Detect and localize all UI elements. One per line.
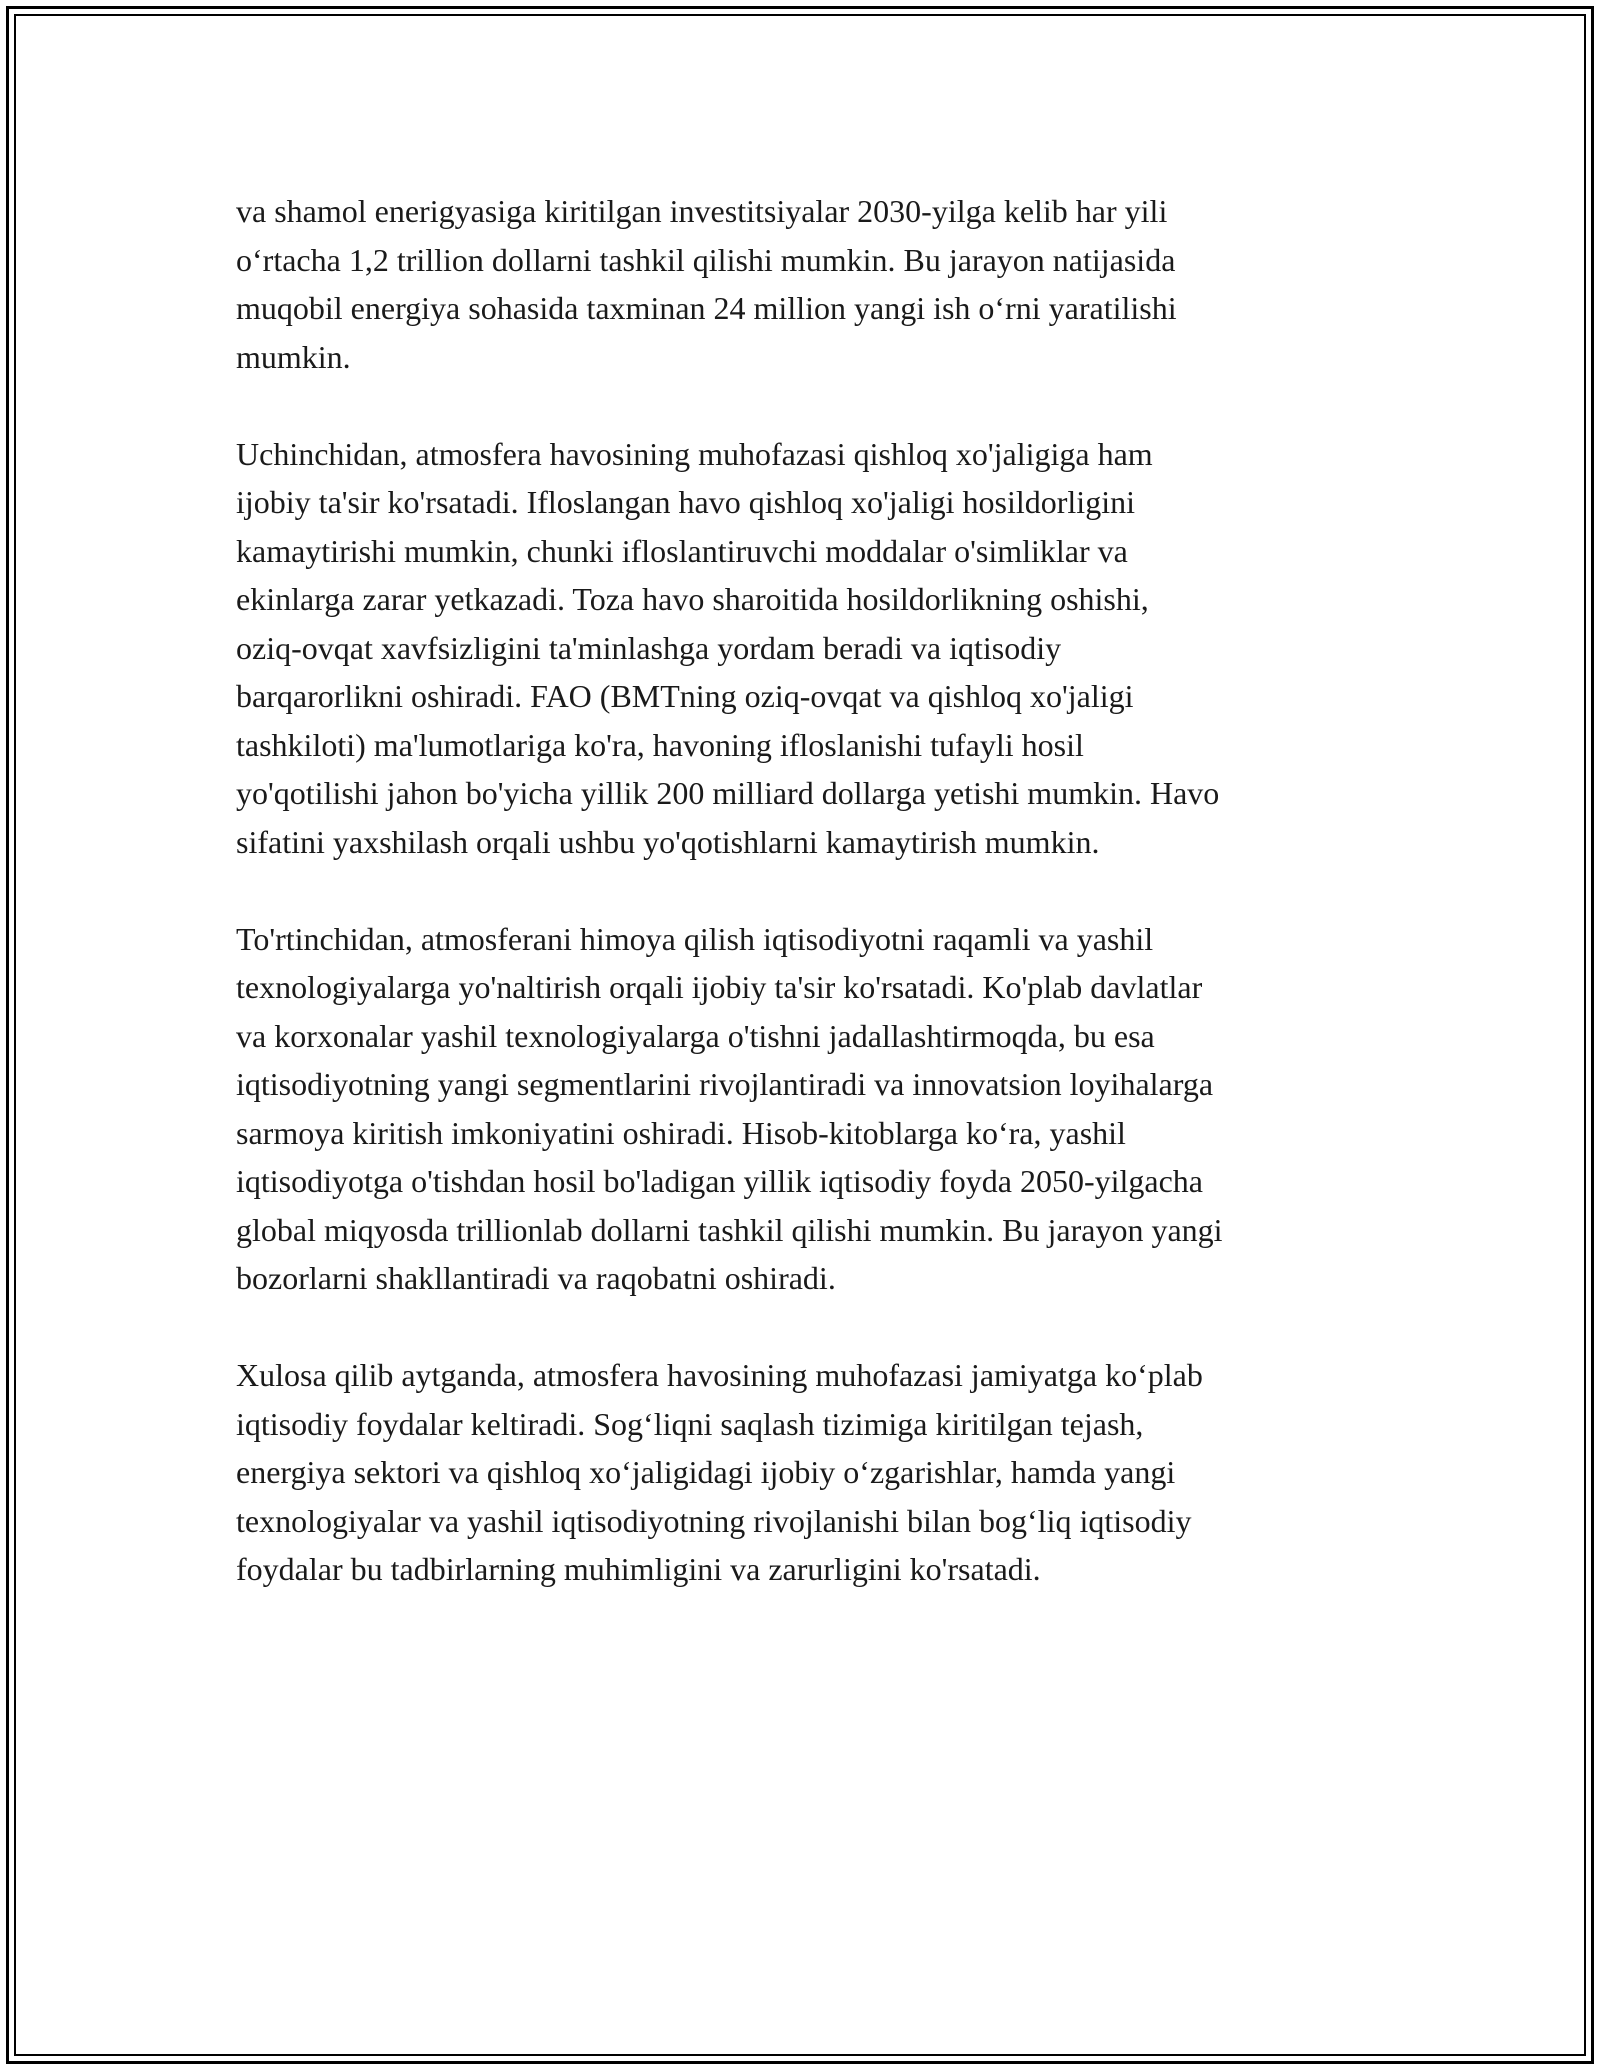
text-line: va korxonalar yashil texnologiyalarga o'tishni jadallashtirmoqda, bu esa <box>236 1017 1155 1054</box>
text-line: ijobiy ta'sir ko'rsatadi. Ifloslangan havo qishloq xo'jaligi hosildorligini <box>236 484 1135 520</box>
paragraph-conclusion <box>236 1351 1386 1594</box>
text-line: Xulosa qilib aytganda, atmosfera havosining muhofazasi jamiyatga ko‘plab <box>236 1357 1203 1393</box>
text-line: o‘rtacha 1,2 trillion dollarni tashkil qilishi mumkin. Bu jarayon natijasida <box>236 241 1176 278</box>
text-line: mumkin. <box>236 338 351 375</box>
text-line: va shamol enerigyasiga kiritilgan investitsiyalar 2030-yilga kelib har yili <box>236 193 1168 229</box>
document-body <box>236 187 1386 1642</box>
text-line: ekinlarga zarar yetkazadi. Toza havo sharoitida hosildorlikning oshishi, <box>236 581 1149 617</box>
text-line: texnologiyalar va yashil iqtisodiyotning rivojlanishi bilan bog‘liq iqtisodiy <box>236 1502 1192 1539</box>
text-line: To'rtinchidan, atmosferani himoya qilish iqtisodiyotni raqamli va yashil <box>236 920 1154 957</box>
text-line: yo'qotilishi jahon bo'yicha yillik 200 milliard dollarga yetishi mumkin. Havo <box>236 775 1220 811</box>
paragraph-green-economy <box>236 915 1386 1303</box>
text-line: bozorlarni shakllantiradi va raqobatni oshiradi. <box>236 1260 836 1296</box>
text-line: sifatini yaxshilash orqali ushbu yo'qotishlarni kamaytirish mumkin. <box>236 823 1100 860</box>
text-line: iqtisodiy foydalar keltiradi. Sog‘liqni saqlash tizimiga kiritilgan tejash, <box>236 1405 1144 1442</box>
text-line: foydalar bu tadbirlarning muhimligini va zarurligini ko'rsatadi. <box>236 1551 1041 1587</box>
text-line: Uchinchidan, atmosfera havosining muhofazasi qishloq xo'jaligiga ham <box>236 435 1153 472</box>
text-line: texnologiyalarga yo'naltirish orqali ijobiy ta'sir ko'rsatadi. Ko'plab davlatlar <box>236 969 1203 1005</box>
text-line: sarmoya kiritish imkoniyatini oshiradi. Hisob-kitoblarga ko‘ra, yashil <box>236 1114 1126 1151</box>
text-line: global miqyosda trillionlab dollarni tashkil qilishi mumkin. Bu jarayon yangi <box>236 1211 1223 1248</box>
text-line: barqarorlikni oshiradi. FAO (BMTning oziq-ovqat va qishloq xo'jaligi <box>236 678 1134 714</box>
text-line: energiya sektori va qishloq xo‘jaligidagi ijobiy o‘zgarishlar, hamda yangi <box>236 1454 1176 1490</box>
text-line: tashkiloti) ma'lumotlariga ko'ra, havoning ifloslanishi tufayli hosil <box>236 726 1084 763</box>
text-line: kamaytirishi mumkin, chunki ifloslantiruvchi moddalar o'simliklar va <box>236 532 1128 569</box>
text-line: muqobil energiya sohasida taxminan 24 million yangi ish o‘rni yaratilishi <box>236 290 1177 326</box>
paragraph-agriculture <box>236 430 1386 867</box>
text-line: iqtisodiyotning yangi segmentlarini rivojlantiradi va innovatsion loyihalarga <box>236 1066 1214 1102</box>
paragraph-investments <box>236 187 1386 381</box>
text-line: oziq-ovqat xavfsizligini ta'minlashga yordam beradi va iqtisodiy <box>236 629 1062 666</box>
text-line: iqtisodiyotga o'tishdan hosil bo'ladigan yillik iqtisodiy foyda 2050-yilgacha <box>236 1163 1203 1199</box>
